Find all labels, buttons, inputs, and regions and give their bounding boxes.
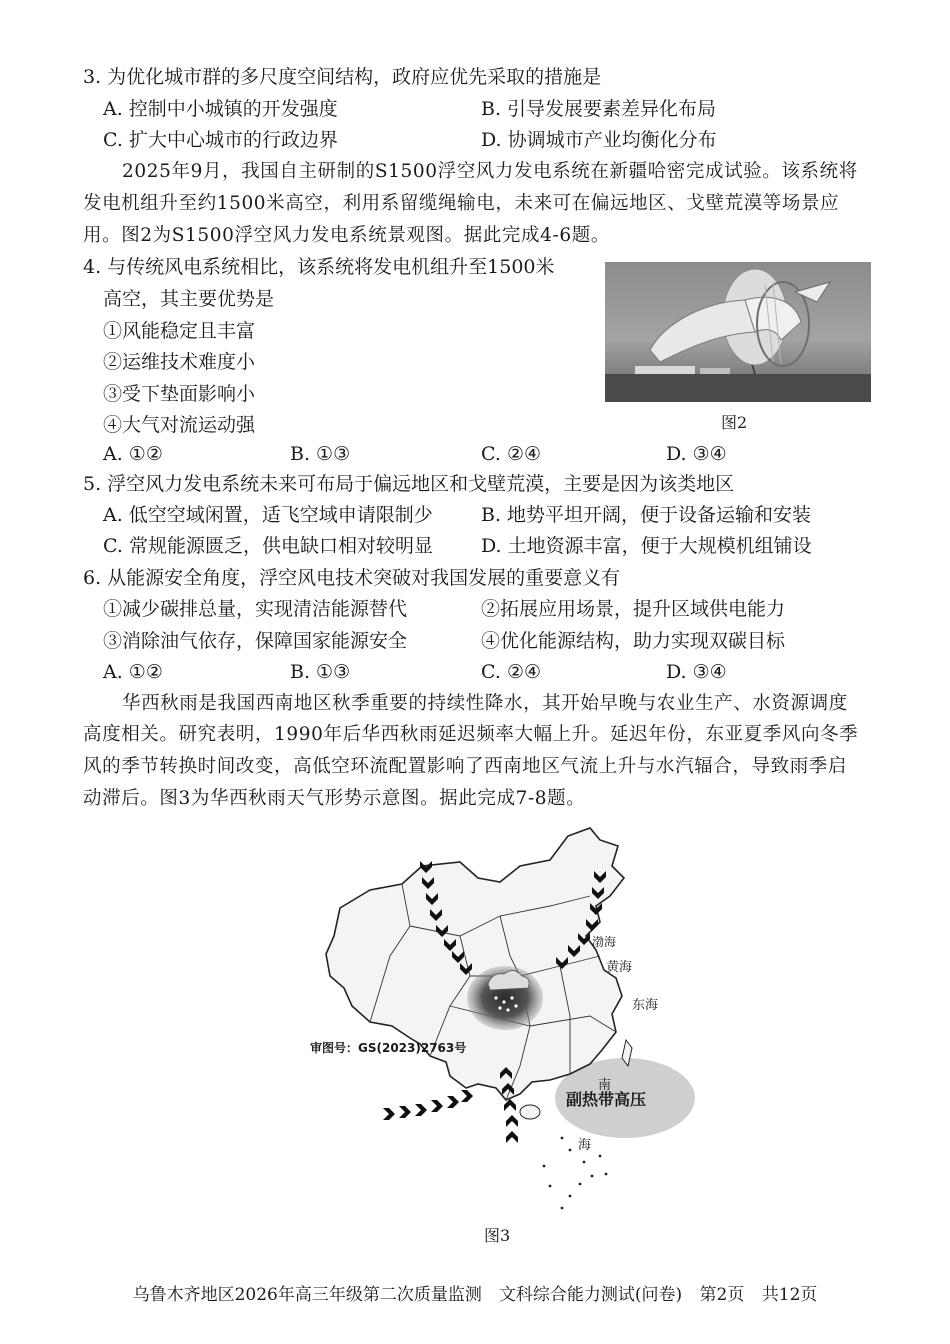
q6-item: ③消除油气依存，保障国家能源安全	[103, 630, 408, 652]
figure2-caption: 图2	[721, 413, 748, 432]
china-map-icon	[300, 826, 710, 1226]
q3-stem: 3. 为优化城市群的多尺度空间结构，政府应优先采取的措施是	[83, 66, 602, 88]
q3-option-d: D. 协调城市产业均衡化分布	[481, 129, 717, 151]
figure3-map	[300, 826, 710, 1226]
label-south-sea: 海	[578, 1138, 592, 1153]
label-south-sea: 南	[598, 1078, 612, 1093]
q5-stem: 5. 浮空风力发电系统未来可布局于偏远地区和戈壁荒漠，主要是因为该类地区	[83, 473, 735, 495]
label-huanghai: 黄海	[606, 960, 633, 975]
q6-stem: 6. 从能源安全角度，浮空风电技术突破对我国发展的重要意义有	[83, 567, 621, 589]
q4-item: ③受下垫面影响小	[103, 383, 256, 405]
q4-stem-cont: 高空，其主要优势是	[103, 288, 275, 310]
figure3-caption: 图3	[484, 1226, 511, 1245]
passage1-line: 发电机组升至约1500米高空，利用系留缆绳输电，未来可在偏远地区、戈壁荒漠等场景应	[83, 193, 840, 214]
passage2-line: 风的季节转换时间改变，高低空环流配置影响了西南地区气流上升与水汽辐合，导致雨季启	[83, 756, 848, 777]
q5-option-d: D. 土地资源丰富，便于大规模机组铺设	[481, 535, 812, 557]
passage2-line: 动滞后。图3为华西秋雨天气形势示意图。据此完成7-8题。	[83, 788, 586, 809]
q6-option-b: B. ①③	[290, 661, 351, 683]
footer-page: 第2页	[699, 1285, 745, 1305]
q3-option-a: A. 控制中小城镇的开发强度	[103, 98, 338, 120]
q5-option-a: A. 低空空域闲置，适飞空域申请限制少	[103, 504, 433, 526]
passage2-line: 华西秋雨是我国西南地区秋季重要的持续性降水，其开始早晚与农业生产、水资源调度	[122, 693, 848, 714]
passage2-line: 高度相关。研究表明，1990年后华西秋雨延迟频率大幅上升。延迟年份，东亚夏季风向冬季	[83, 724, 859, 745]
q4-option-c: C. ②④	[481, 443, 542, 465]
q6-item: ④优化能源结构，助力实现双碳目标	[481, 630, 786, 652]
figure2-photo	[605, 262, 871, 402]
q6-option-c: C. ②④	[481, 661, 542, 683]
q3-option-b: B. 引导发展要素差异化布局	[481, 98, 717, 120]
label-subtropical-high: 副热带高压	[566, 1090, 647, 1109]
q4-item: ④大气对流运动强	[103, 414, 256, 436]
q6-option-d: D. ③④	[666, 661, 727, 683]
q4-item: ②运维技术难度小	[103, 351, 256, 373]
map-approval-text: 审图号：GS(2023)2763号	[310, 1041, 467, 1055]
q5-option-b: B. 地势平坦开阔，便于设备运输和安装	[481, 504, 812, 526]
page-footer	[0, 1284, 950, 1306]
label-donghai: 东海	[632, 998, 659, 1013]
q4-option-b: B. ①③	[290, 443, 351, 465]
airborne-wind-turbine-icon	[605, 262, 871, 402]
footer-title: 乌鲁木齐地区2026年高三年级第二次质量监测 文科综合能力测试(问卷)	[132, 1285, 683, 1305]
label-bohai: 渤海	[592, 935, 617, 949]
q4-stem: 4. 与传统风电系统相比，该系统将发电机组升至1500米	[83, 256, 555, 278]
map-approval-number	[310, 1038, 466, 1058]
q4-item: ①风能稳定且丰富	[103, 320, 256, 342]
passage1-line: 2025年9月，我国自主研制的S1500浮空风力发电系统在新疆哈密完成试验。该系统将	[122, 161, 858, 182]
q6-option-a: A. ①②	[103, 661, 163, 683]
q4-option-d: D. ③④	[666, 443, 727, 465]
q4-option-a: A. ①②	[103, 443, 163, 465]
q6-item: ①减少碳排总量，实现清洁能源替代	[103, 598, 408, 620]
passage1-line: 用。图2为S1500浮空风力发电系统景观图。据此完成4-6题。	[83, 225, 610, 246]
q5-option-c: C. 常规能源匮乏，供电缺口相对较明显	[103, 535, 433, 557]
q3-option-c: C. 扩大中心城市的行政边界	[103, 129, 338, 151]
q6-item: ②拓展应用场景，提升区域供电能力	[481, 598, 786, 620]
footer-total: 共12页	[761, 1285, 818, 1305]
